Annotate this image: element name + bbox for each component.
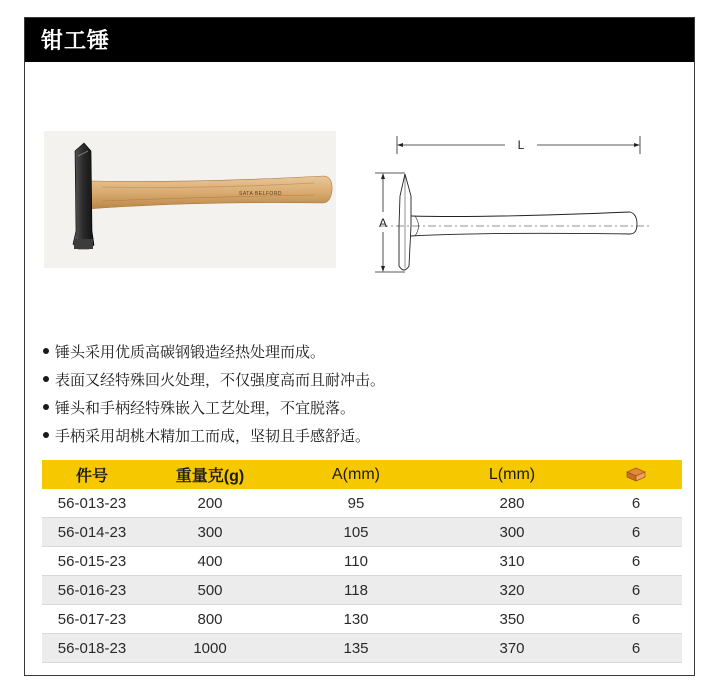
table-row: 56-016-23 500 118 320 6	[42, 576, 682, 605]
col-pack	[590, 460, 682, 489]
table-row: 56-014-23 300 105 300 6	[42, 518, 682, 547]
feature-list	[43, 338, 385, 450]
feature-item: 锤头采用优质高碳钢锻造经热处理而成。	[43, 338, 385, 366]
table-row: 56-013-23 200 95 280 6	[42, 489, 682, 518]
bullet-icon	[43, 348, 49, 354]
spec-table	[42, 460, 682, 663]
table-row: 56-018-23 1000 135 370 6	[42, 634, 682, 663]
hammer-photo	[44, 131, 336, 268]
col-l: L(mm)	[434, 460, 590, 489]
title-bar	[25, 18, 694, 62]
feature-item: 手柄采用胡桃木精加工而成，坚韧且手感舒适。	[43, 422, 385, 450]
table-row: 56-015-23 400 110 310 6	[42, 547, 682, 576]
feature-item: 表面又经特殊回火处理，不仅强度高而且耐冲击。	[43, 366, 385, 394]
length-label: L	[517, 138, 525, 152]
table-row: 56-017-23 800 130 350 6	[42, 605, 682, 634]
col-weight: 重量克(g)	[142, 460, 278, 489]
page-title: 钳工锤	[41, 29, 111, 54]
bullet-icon	[43, 376, 49, 382]
dimension-drawing	[375, 136, 655, 276]
feature-item: 锤头和手柄经特殊嵌入工艺处理，不宜脱落。	[43, 394, 385, 422]
box-icon	[625, 466, 647, 482]
bullet-icon	[43, 432, 49, 438]
height-label: A	[378, 216, 388, 230]
product-sheet	[24, 17, 695, 676]
bullet-icon	[43, 404, 49, 410]
handle-marking: SATA BELFORD	[239, 191, 283, 197]
table-header-row	[42, 460, 682, 489]
col-part-number: 件号	[42, 460, 142, 489]
col-a: A(mm)	[278, 460, 434, 489]
